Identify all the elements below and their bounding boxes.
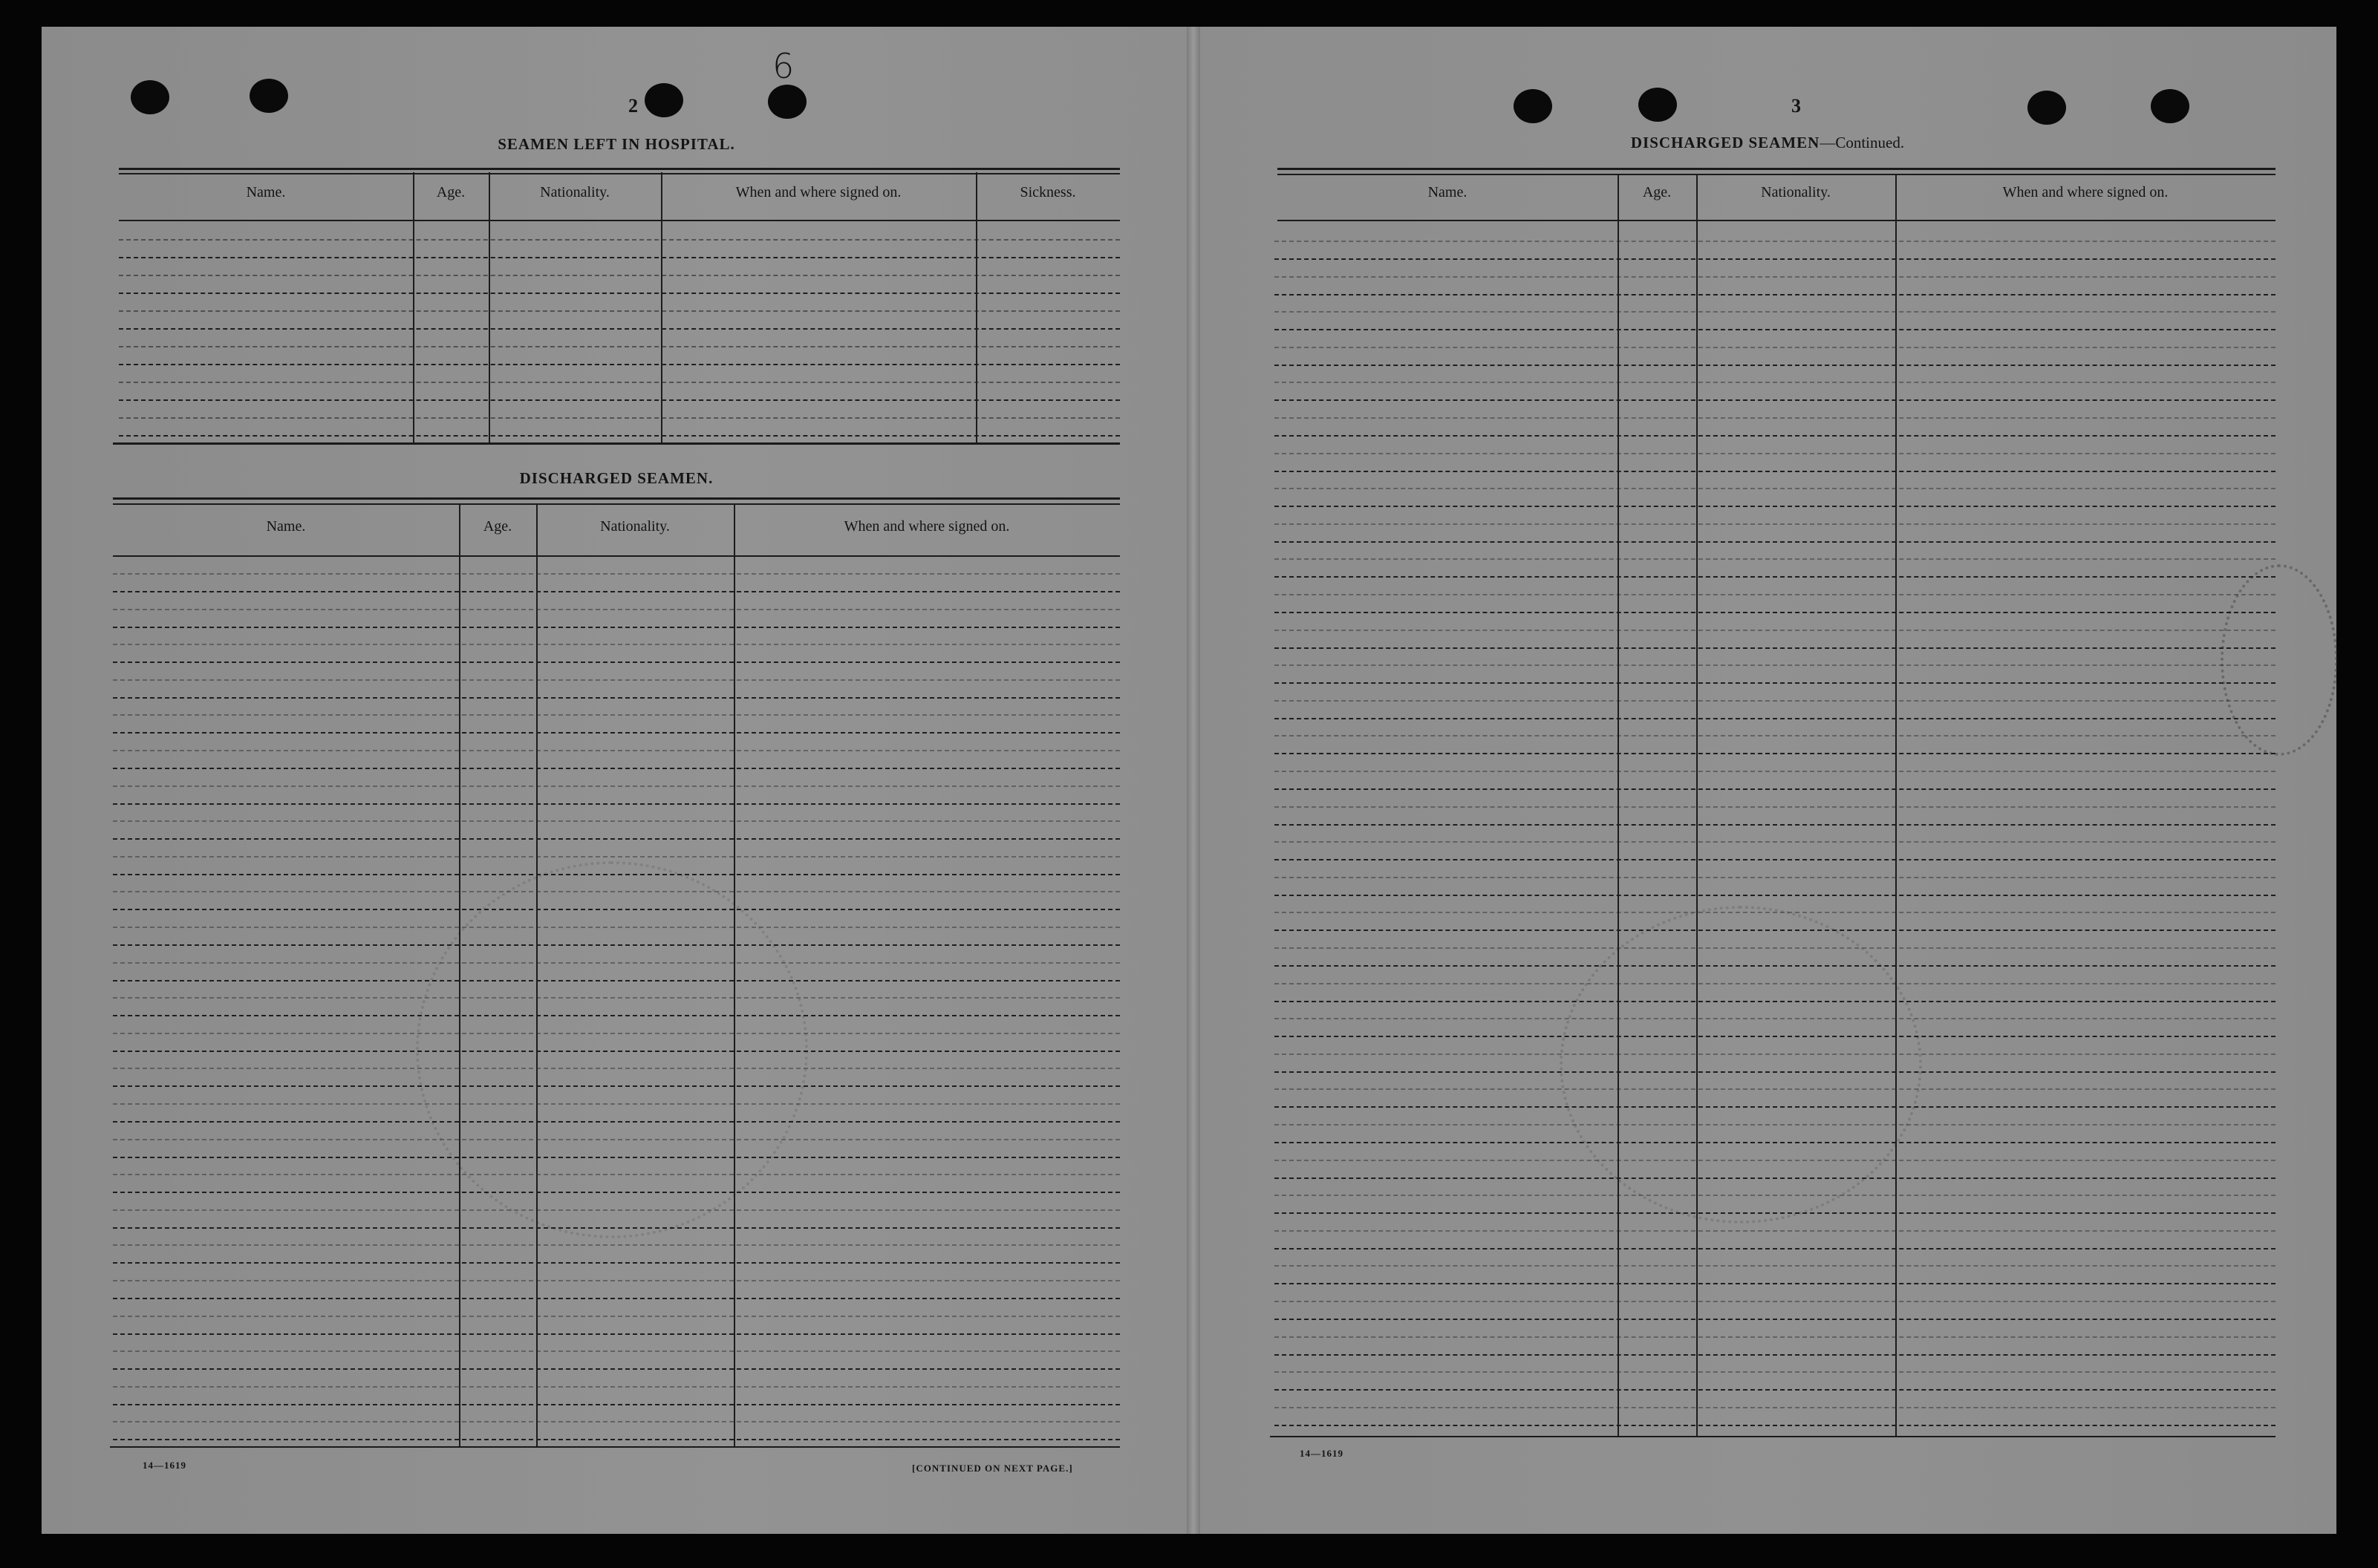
entry-line xyxy=(1274,1195,2276,1196)
entry-line xyxy=(1274,806,2276,808)
entry-line xyxy=(119,239,1120,241)
entry-line xyxy=(1274,859,2276,860)
entry-line xyxy=(1274,664,2276,666)
entry-line xyxy=(1274,735,2276,736)
entry-line xyxy=(1274,983,2276,984)
discharged-section-title: DISCHARGED SEAMEN. xyxy=(519,469,714,487)
punch-hole xyxy=(1638,88,1677,122)
entry-line xyxy=(1274,382,2276,383)
entry-line xyxy=(119,257,1120,258)
column-header: When and where signed on. xyxy=(2002,184,2169,200)
entry-line xyxy=(119,293,1120,294)
stamp-impression xyxy=(2221,564,2338,756)
table-top-rule xyxy=(113,503,1120,505)
entry-line xyxy=(1274,682,2276,684)
entry-line xyxy=(1274,1319,2276,1320)
column-header: When and where signed on. xyxy=(844,518,1010,535)
entry-line xyxy=(113,1033,1120,1034)
entry-line xyxy=(113,1157,1120,1158)
header-rule xyxy=(1277,220,2276,221)
entry-line xyxy=(1274,1371,2276,1373)
entry-line xyxy=(1274,965,2276,967)
column-header: Age. xyxy=(436,184,466,200)
entry-line xyxy=(1274,647,2276,649)
entry-line xyxy=(119,310,1120,312)
entry-line xyxy=(113,679,1120,681)
entry-line xyxy=(113,820,1120,822)
entry-line xyxy=(1274,576,2276,578)
column-header: When and where signed on. xyxy=(735,184,902,200)
entry-line xyxy=(1274,1054,2276,1055)
entry-line xyxy=(1274,1088,2276,1090)
entry-line xyxy=(1274,1036,2276,1037)
table-bottom-rule xyxy=(1270,1436,2276,1437)
entry-line xyxy=(113,644,1120,645)
entry-line xyxy=(113,609,1120,610)
punch-hole xyxy=(131,80,169,114)
entry-line xyxy=(1274,523,2276,525)
entry-line xyxy=(1274,1212,2276,1214)
column-header: Name. xyxy=(246,184,286,200)
page-number: 3 xyxy=(1791,95,1801,117)
entry-line xyxy=(113,997,1120,999)
entry-line xyxy=(1274,700,2276,702)
punch-hole xyxy=(2027,91,2066,125)
entry-line xyxy=(113,1262,1120,1264)
entry-line xyxy=(1274,771,2276,772)
entry-line xyxy=(1274,947,2276,949)
column-header: Sickness. xyxy=(1020,184,1076,200)
entry-line xyxy=(113,1316,1120,1317)
entry-line xyxy=(1274,453,2276,454)
entry-line xyxy=(113,768,1120,769)
page-fold xyxy=(1187,27,1200,1534)
entry-line xyxy=(1274,1248,2276,1250)
column-header: Nationality. xyxy=(1761,184,1831,200)
table-top-rule xyxy=(113,497,1120,500)
hospital-section-title: SEAMEN LEFT IN HOSPITAL. xyxy=(498,135,735,153)
punch-hole xyxy=(2151,89,2189,123)
table-bottom-rule xyxy=(110,1446,1120,1448)
column-header: Name. xyxy=(1427,184,1467,200)
discharged-continued-title xyxy=(1560,134,1975,152)
entry-line xyxy=(1274,630,2276,631)
entry-line xyxy=(113,1103,1120,1105)
entry-line xyxy=(1274,258,2276,260)
entry-line xyxy=(119,399,1120,401)
column-header: Name. xyxy=(266,518,306,535)
entry-line xyxy=(113,874,1120,875)
page-number: 2 xyxy=(628,95,638,117)
entry-line xyxy=(113,785,1120,787)
entry-line xyxy=(119,346,1120,347)
column-header: Nationality. xyxy=(600,518,670,535)
entry-line xyxy=(1274,1001,2276,1002)
entry-line xyxy=(113,697,1120,699)
entry-line xyxy=(113,714,1120,716)
entry-line xyxy=(1274,877,2276,878)
entry-line xyxy=(1274,1425,2276,1426)
entry-line xyxy=(113,573,1120,575)
entry-line xyxy=(1274,753,2276,754)
entry-line xyxy=(119,328,1120,330)
entry-line xyxy=(113,838,1120,840)
entry-line xyxy=(113,1227,1120,1229)
entry-line xyxy=(113,1085,1120,1087)
entry-line xyxy=(1274,241,2276,242)
entry-line xyxy=(113,980,1120,981)
entry-line xyxy=(1274,1160,2276,1161)
entry-line xyxy=(113,1350,1120,1352)
entry-line xyxy=(113,1421,1120,1422)
punch-hole xyxy=(645,83,683,117)
entry-line xyxy=(1274,347,2276,348)
entry-line xyxy=(113,1333,1120,1335)
header-rule xyxy=(113,555,1120,557)
entry-line xyxy=(113,944,1120,946)
column-header: Age. xyxy=(483,518,512,535)
entry-line xyxy=(1274,541,2276,543)
entry-line xyxy=(1274,1265,2276,1267)
entry-line xyxy=(1274,841,2276,843)
column-divider xyxy=(489,172,490,442)
entry-line xyxy=(113,962,1120,964)
entry-line xyxy=(1274,399,2276,401)
entry-line xyxy=(1274,1230,2276,1232)
entry-line xyxy=(113,662,1120,663)
entry-line xyxy=(113,1139,1120,1140)
entry-line xyxy=(119,364,1120,365)
continued-note: [CONTINUED ON NEXT PAGE.] xyxy=(912,1463,1073,1474)
entry-line xyxy=(1274,1301,2276,1302)
entry-line xyxy=(113,927,1120,928)
entry-line xyxy=(119,275,1120,276)
entry-line xyxy=(1274,1354,2276,1356)
entry-line xyxy=(113,1051,1120,1052)
entry-line xyxy=(113,1280,1120,1281)
entry-line xyxy=(1274,912,2276,913)
entry-line xyxy=(1274,1142,2276,1143)
entry-line xyxy=(119,435,1120,437)
table-top-rule xyxy=(1277,174,2276,175)
entry-line xyxy=(113,1015,1120,1016)
entry-line xyxy=(1274,895,2276,896)
form-number: 14—1619 xyxy=(1300,1448,1343,1459)
entry-line xyxy=(113,1174,1120,1175)
entry-line xyxy=(113,1209,1120,1211)
header-rule xyxy=(119,220,1120,221)
entry-line xyxy=(113,750,1120,751)
entry-line xyxy=(113,732,1120,734)
entry-line xyxy=(119,417,1120,419)
entry-line xyxy=(113,909,1120,910)
entry-line xyxy=(113,627,1120,628)
column-header: Age. xyxy=(1642,184,1672,200)
entry-line xyxy=(1274,329,2276,330)
entry-line xyxy=(113,1068,1120,1069)
left-page xyxy=(42,27,1193,1534)
punch-hole xyxy=(1514,89,1552,123)
entry-line xyxy=(1274,612,2276,613)
entry-line xyxy=(113,856,1120,858)
column-divider xyxy=(976,172,977,442)
entry-line xyxy=(1274,435,2276,437)
punch-hole xyxy=(768,85,807,119)
entry-line xyxy=(1274,558,2276,560)
entry-line xyxy=(1274,1283,2276,1284)
entry-line xyxy=(1274,311,2276,313)
entry-line xyxy=(113,591,1120,592)
title-main: DISCHARGED SEAMEN xyxy=(1630,134,1820,151)
entry-line xyxy=(1274,506,2276,507)
entry-line xyxy=(1274,488,2276,489)
entry-line xyxy=(119,382,1120,383)
entry-line xyxy=(1274,930,2276,931)
entry-line xyxy=(113,1192,1120,1193)
title-continued: —Continued. xyxy=(1820,134,1905,151)
entry-line xyxy=(1274,1106,2276,1108)
entry-line xyxy=(1274,471,2276,472)
entry-line xyxy=(1274,824,2276,826)
entry-line xyxy=(1274,1071,2276,1073)
column-header: Nationality. xyxy=(540,184,610,200)
entry-line xyxy=(113,1368,1120,1370)
entry-line xyxy=(1274,1407,2276,1408)
entry-line xyxy=(1274,1124,2276,1126)
table-top-rule xyxy=(119,168,1120,170)
right-page xyxy=(1193,27,2336,1534)
entry-line xyxy=(1274,1389,2276,1391)
entry-line xyxy=(1274,788,2276,790)
entry-line xyxy=(1274,417,2276,419)
entry-line xyxy=(1274,594,2276,595)
entry-line xyxy=(113,891,1120,892)
entry-line xyxy=(1274,1336,2276,1338)
table-top-rule xyxy=(1277,168,2276,170)
handwritten-folio-number: 6 xyxy=(772,46,795,86)
entry-line xyxy=(113,1386,1120,1388)
column-divider xyxy=(413,172,414,442)
entry-line xyxy=(1274,294,2276,295)
entry-line xyxy=(113,1298,1120,1299)
table-bottom-rule xyxy=(113,442,1120,445)
form-number: 14—1619 xyxy=(143,1460,186,1471)
entry-line xyxy=(113,1121,1120,1123)
entry-line xyxy=(1274,718,2276,719)
column-divider xyxy=(661,172,662,442)
entry-line xyxy=(1274,1018,2276,1019)
entry-line xyxy=(1274,365,2276,366)
entry-line xyxy=(113,1404,1120,1405)
entry-line xyxy=(113,803,1120,805)
table-top-rule xyxy=(119,173,1120,174)
entry-line xyxy=(1274,276,2276,278)
punch-hole xyxy=(250,79,288,113)
entry-line xyxy=(1274,1177,2276,1179)
entry-line xyxy=(113,1439,1120,1440)
stamp-impression xyxy=(1560,906,1922,1224)
entry-line xyxy=(113,1244,1120,1246)
